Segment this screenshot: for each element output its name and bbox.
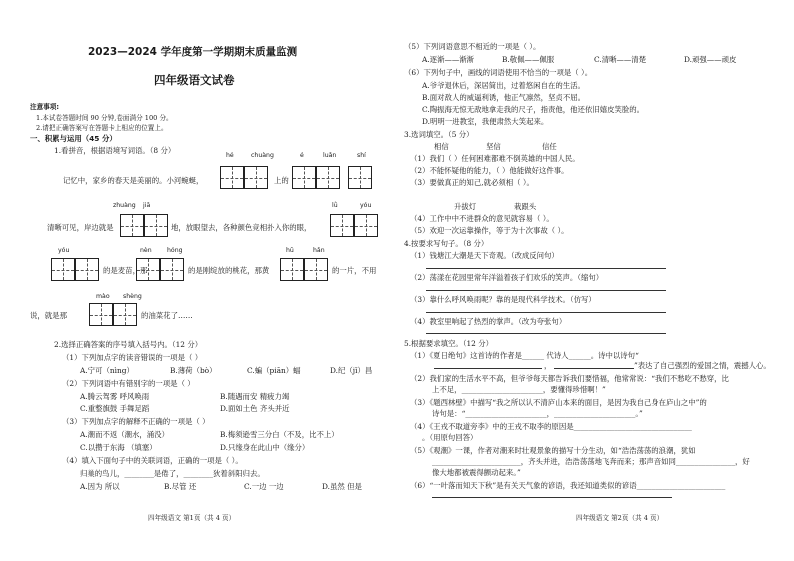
option: B.敬佩——佩服: [502, 55, 555, 64]
q5-2: 上不足，______________________，要懂得珍惜啊！”: [432, 385, 606, 394]
answer-line[interactable]: [554, 368, 634, 369]
option: A.爷爷退休后，深居简出，过着悠闲自在的生活。: [422, 81, 585, 90]
writing-grid[interactable]: [244, 166, 268, 189]
question-1: 1.看拼音，根据语境写词语。（8 分）: [54, 146, 176, 155]
q1-text: 的油菜花了……: [141, 311, 193, 320]
answer-line[interactable]: [426, 333, 666, 334]
question-2: 2.选择正确答案的序号填入括号内。（12 分）: [54, 340, 203, 349]
option: B.梅须逊雪三分白（不及，比不上）: [220, 430, 339, 439]
page-footer: 四年级语文 第2页（共 4 页）: [576, 514, 664, 522]
q3-sentence: （4）工作中中不进群众的意见就容易（ ）。: [410, 214, 554, 223]
note-2: 2.请把正确答案写在答题卡上相应的位置上。: [36, 124, 168, 132]
option: C.重整旗鼓 手舞足蹈: [80, 404, 150, 413]
q4-3: （3）靠什么呼风唤雨呢？靠的是现代科学技术。（仿写）: [410, 295, 596, 304]
writing-grid[interactable]: [136, 258, 160, 281]
q5-6: （6）“一叶落而知天下秋”是有关天气象的谚语，我还知道类似的谚语________________________: [410, 481, 726, 490]
q2-1: （1）下列加点字的读音错误的一项是（ ）: [62, 353, 203, 362]
pinyin: zhuàng: [113, 202, 136, 209]
pinyin: yóu: [58, 247, 70, 254]
answer-line[interactable]: [426, 290, 666, 291]
option: A.因为 所以: [80, 482, 120, 491]
pinyin: yóu: [360, 202, 372, 209]
q4-2: （2）荡漾在花园里常年洋溢着孩子们欢乐的笑声。（缩句）: [410, 273, 604, 282]
option: C.以攒于东海 （填塞）: [80, 443, 157, 452]
exam-subtitle: 四年级语文试卷: [154, 73, 235, 87]
q2-3: （3）下列加点字的解释不正确的一项是（ ）: [62, 417, 210, 426]
q1-text: 的是麦苗，那: [103, 266, 148, 275]
option: D.明明一进教室，我便肃然大笑起来。: [422, 117, 549, 126]
q1-text: 说，就是那: [30, 311, 67, 320]
option: D.纪（jǐ）昌: [330, 366, 373, 375]
q5-1: ”表达了自己强烈的爱国之情，震撼人心。: [634, 361, 771, 370]
right-page: [404, 0, 769, 561]
writing-grid[interactable]: [330, 214, 354, 237]
notes-heading: 注意事项:: [30, 103, 60, 111]
pinyin: mào: [96, 293, 110, 300]
writing-grid[interactable]: [113, 303, 137, 326]
option: C.蝙（piān）蝠: [247, 366, 301, 375]
q5-4: （4）《王戎不取道旁李》中的王戎不取李的原因是________________________________: [410, 422, 692, 431]
pinyin: hé: [226, 152, 234, 159]
q3-sentence: （1）我们（ ）任何困难都难不倒英雄的中国人民。: [410, 154, 580, 163]
q2-4-sentence: 归巢的鸟儿，________是倦了，________狄着斜阳归去。: [80, 469, 265, 478]
q6: （6）下列句子中，画线的词语使用不恰当的一项是（ ）。: [404, 68, 593, 77]
question-5: 5.根据要求填空。（12 分）: [404, 339, 494, 348]
option: B.尽管 还: [164, 482, 197, 491]
word-choice: 信任: [542, 142, 557, 151]
q5-5: （5）《观潮》一课，作者对潮来时壮观景象的描写十分生动，如“浩浩荡荡的浪潮，犹如: [410, 446, 696, 455]
option: A.逐渐——渐渐: [422, 55, 475, 64]
pinyin: shèng: [123, 293, 142, 300]
word-choice: 相信: [434, 142, 449, 151]
q3-sentence: （2）不能怀疑他的能力，（ ）他能做好这件事。: [410, 166, 569, 175]
option: C.清晰——清楚: [594, 55, 647, 64]
q5-4: 。（用原句回答）: [422, 433, 478, 442]
word-choice: 坚信: [486, 142, 501, 151]
writing-grid[interactable]: [75, 258, 99, 281]
pinyin: shí: [357, 152, 366, 159]
word-choice: 升拔灯: [454, 202, 477, 211]
option: A.腾云驾雾 呼风唤雨: [80, 392, 150, 401]
writing-grid[interactable]: [354, 214, 378, 237]
writing-grid[interactable]: [280, 258, 304, 281]
option: C.一边 一边: [244, 482, 284, 491]
q4-1: （1）钱塘江大潮是天下奇观。（改成反问句）: [410, 251, 559, 260]
q4-4: （4）教室里响起了热烈的掌声。（改为夸张句）: [410, 317, 567, 326]
pinyin: luǎn: [323, 152, 337, 159]
option: B.随遇而安 精疲力竭: [220, 392, 290, 401]
q5-3: 诗句是：“______________________，______________________。”: [432, 409, 643, 418]
q5-1: （1）《夏日绝句》这首诗的作者是______ 代诗人______。诗中以诗句“: [410, 351, 639, 360]
answer-line[interactable]: [432, 497, 672, 498]
option: A.潮而不返（潮水，涌没）: [80, 430, 169, 439]
answer-line[interactable]: [426, 268, 666, 269]
left-page: [30, 0, 392, 561]
pinyin: lǜ: [332, 202, 338, 209]
pinyin: hóng: [167, 247, 183, 254]
answer-line[interactable]: [434, 368, 542, 369]
writing-grid[interactable]: [292, 166, 316, 189]
q1-text: 地，放眼望去，各种颜色竞相扑入你的眼，: [171, 223, 312, 232]
q5-1: ，: [544, 361, 552, 370]
writing-grid[interactable]: [220, 166, 244, 189]
option: D.顽强——顽皮: [684, 55, 737, 64]
q2-4: （4）填入下面句子中的关联词语，正确的一项是（ ）。: [62, 456, 243, 465]
option: D.面如土色 齐头并近: [220, 404, 290, 413]
q1-text: 的一片，不用: [332, 266, 377, 275]
q5: （5）下列词语意思不相近的一项是（ ）。: [404, 42, 541, 51]
q1-text: 的是刚绽放的桃花，那黄: [188, 266, 270, 275]
answer-line[interactable]: [426, 312, 666, 313]
option: C.陶振海无惊无敌地拿走我的尺子，指责他，他还依旧嬉皮笑脸的。: [422, 105, 645, 114]
q5-3: （3）《题西林壁》中描写“我之所以认不清庐山本来的面目，是因为我自己身在庐山之中”的: [410, 398, 707, 407]
writing-grid[interactable]: [348, 166, 372, 189]
option: B.面对敌人的威逼利诱，他正气凛然，坚贞不屈。: [422, 93, 585, 102]
pinyin: é: [300, 152, 304, 159]
writing-grid[interactable]: [89, 303, 113, 326]
writing-grid[interactable]: [316, 166, 340, 189]
pinyin: chuàng: [251, 152, 274, 159]
q5-5: ________________________，齐头并进，浩浩荡荡地飞奔而来；那声音如同________________，好: [432, 457, 750, 466]
writing-grid[interactable]: [160, 258, 184, 281]
writing-grid[interactable]: [51, 258, 75, 281]
pinyin: jiā: [143, 202, 151, 209]
pinyin: nèn: [140, 247, 152, 254]
option: D.虽然 但是: [322, 482, 362, 491]
q5-2: （2）我们家的生活水平不高，但爷爷每天都告诉我们要惜福，他常常说：“我们不愁吃不愁穿，比: [410, 374, 729, 383]
option: B.薄荷（bò）: [170, 366, 217, 375]
q3-sentence: （5）欢迎一次运靠操作，等于为十次事故（ ）。: [410, 226, 569, 235]
q1-text: 清晰可见，岸边就是: [47, 223, 114, 232]
question-4: 4.按要求写句子。（8 分）: [404, 239, 489, 248]
q2-2: （2）下列词语中有错别字的一项是（ ）: [62, 379, 195, 388]
exam-title: 2023—2024 学年度第一学期期末质量监测: [88, 46, 298, 58]
word-choice: 栽跟头: [514, 202, 537, 211]
writing-grid[interactable]: [144, 214, 168, 237]
q3-sentence: （3）要做真正的知己,就必须相（ ）。: [410, 178, 534, 187]
pinyin: hū: [286, 247, 294, 254]
writing-grid[interactable]: [304, 258, 328, 281]
question-3: 3.选词填空。（5 分）: [404, 130, 474, 139]
q5-5: 像大地都被震得颤动起来。”: [432, 468, 521, 477]
section-1-heading: 一、积累与运用（45 分）: [30, 134, 117, 143]
option: A.宁可（nìng）: [80, 366, 134, 375]
note-1: 1.本试卷答题时间 90 分钟,卷面满分 100 分。: [36, 114, 173, 122]
writing-grid[interactable]: [120, 214, 144, 237]
page-footer: 四年级语文 第1页（共 4 页）: [148, 514, 236, 522]
option: D.只缘身在此山中（缘分）: [220, 443, 310, 452]
pinyin: hǎn: [313, 247, 325, 254]
q1-text: 上的: [274, 176, 289, 185]
q1-text: 记忆中，家乡的春天是美丽的。小河蜿蜒，: [63, 176, 204, 185]
